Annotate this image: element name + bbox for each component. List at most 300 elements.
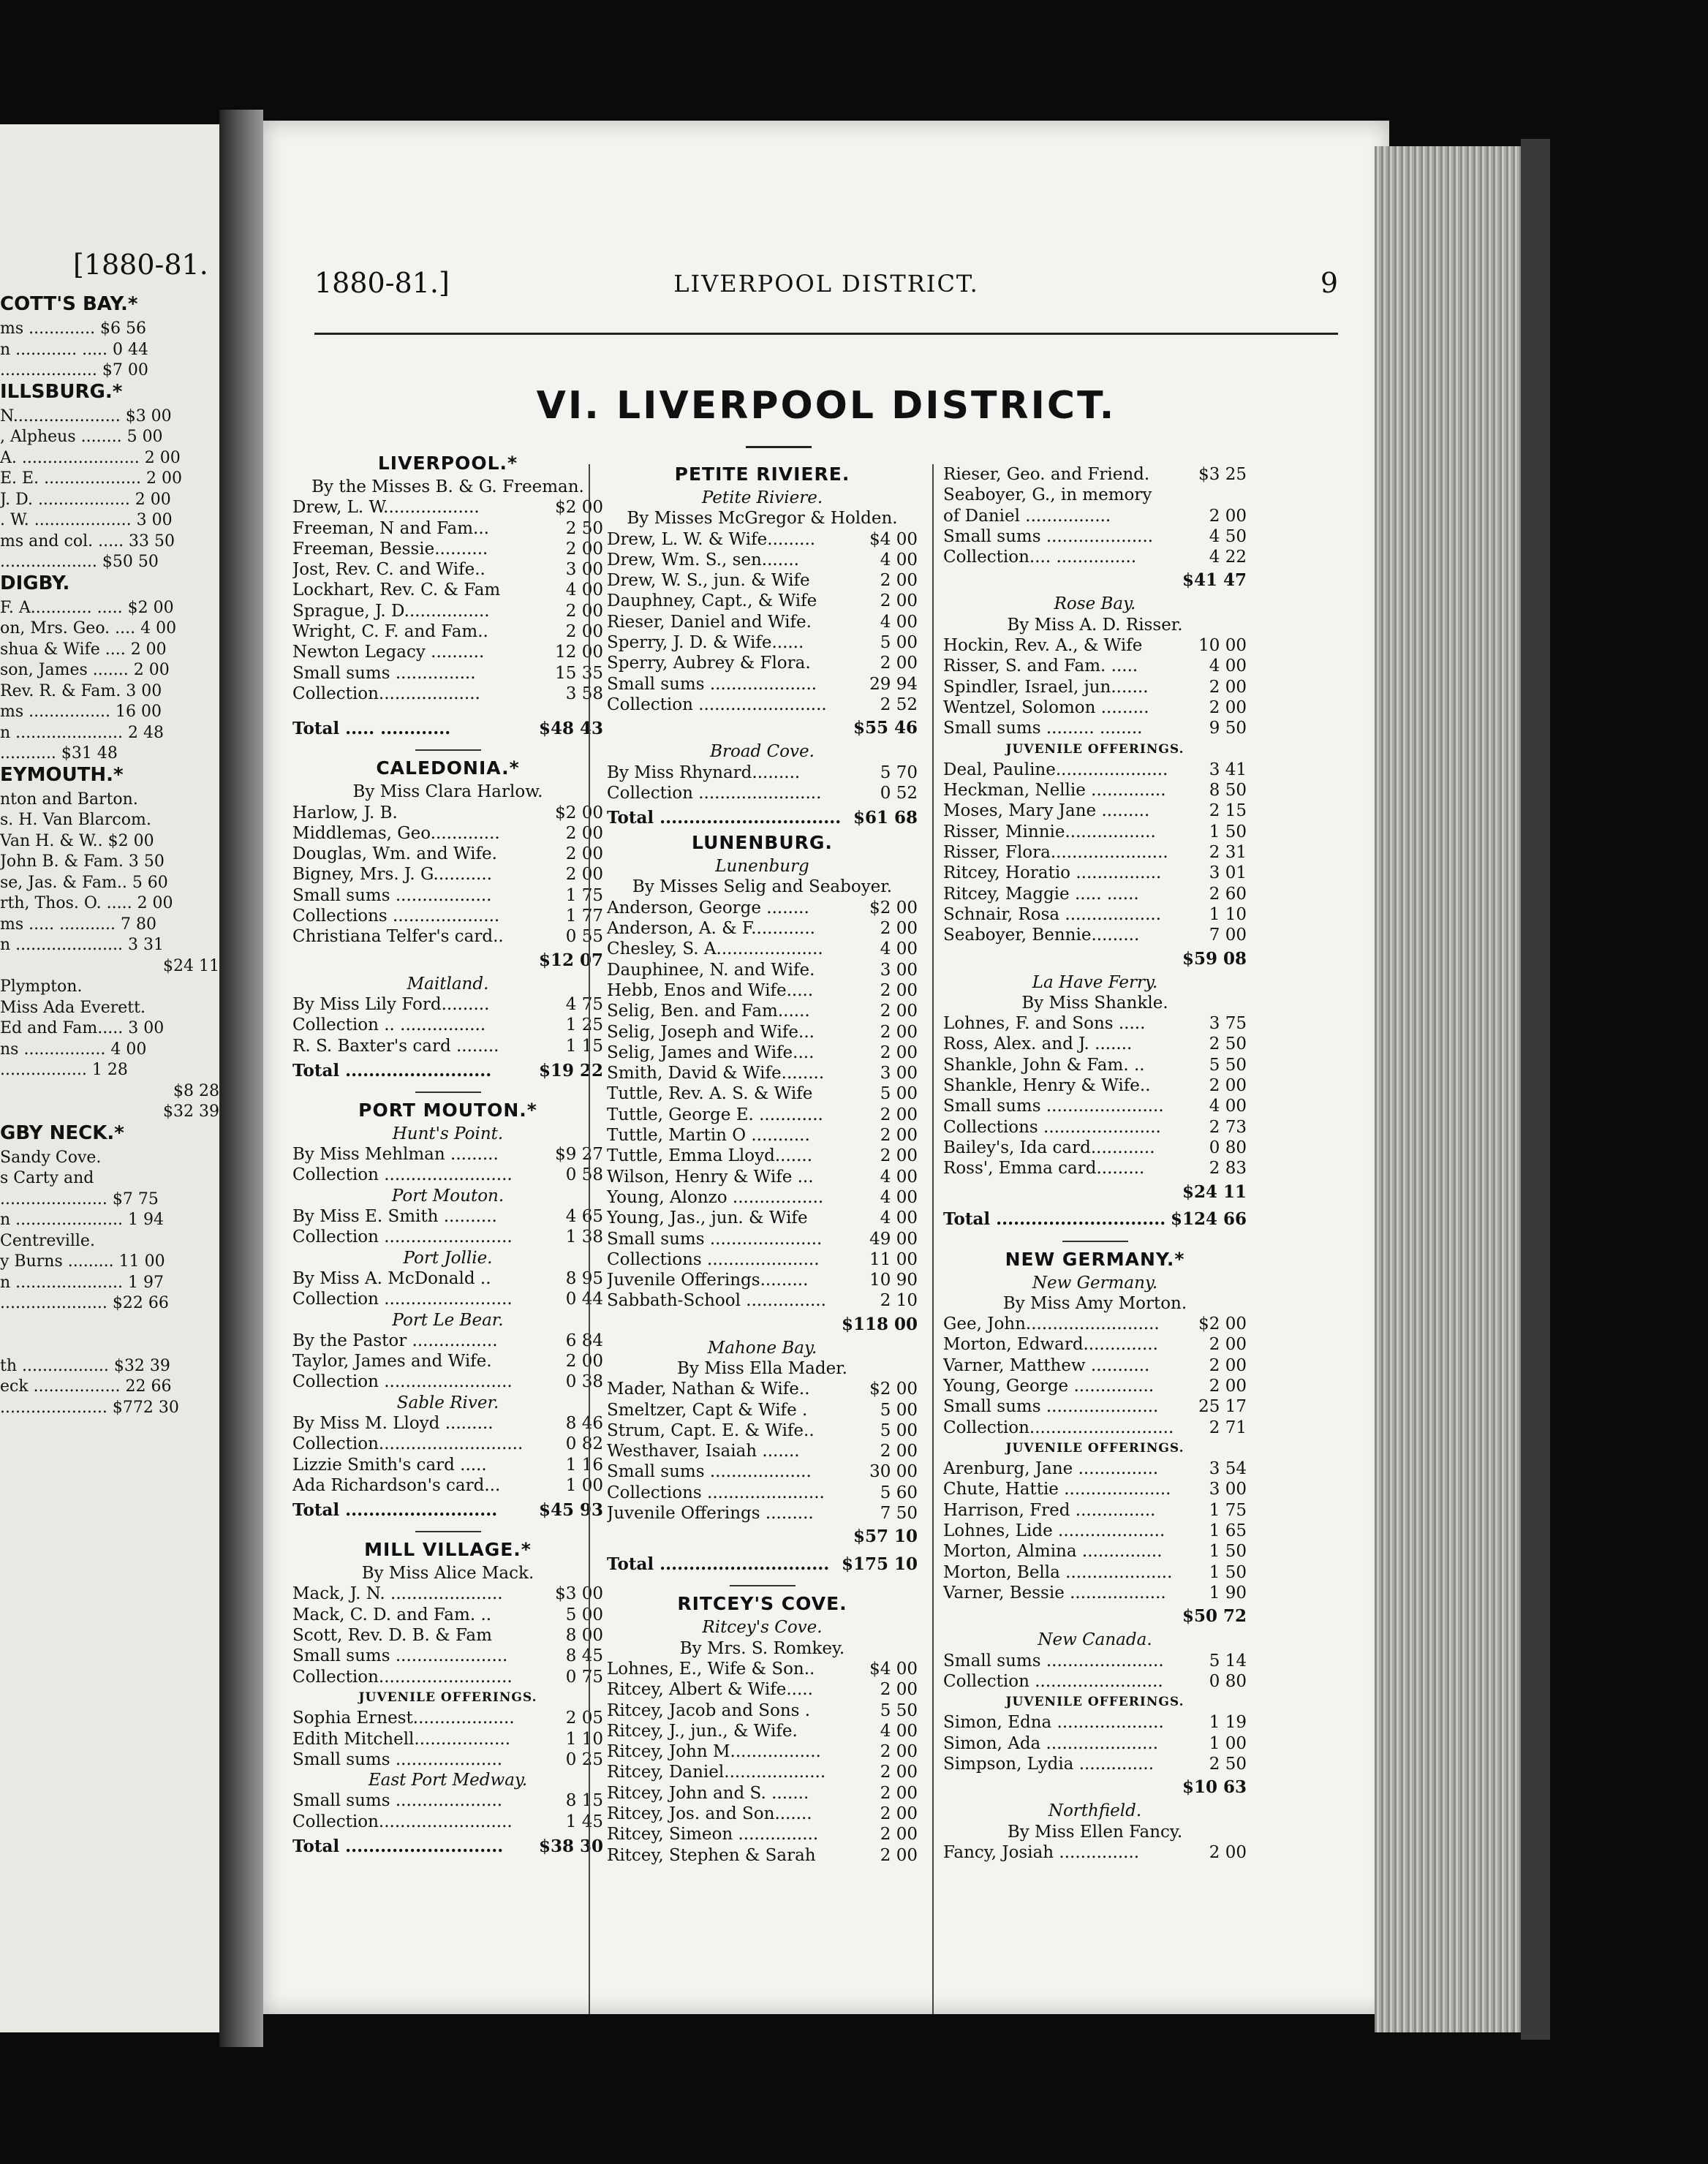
entry-amount: 1 50 [1209,1562,1247,1582]
section-rule [415,1092,481,1093]
entry-name: Risser, Minnie................. [943,822,1156,841]
entry-name: Small sums ..................... [943,1397,1159,1417]
entry-row [607,1063,918,1083]
left-section-heading: GBY NECK.* [0,1121,124,1144]
running-header [314,267,1338,311]
left-line [0,1335,219,1356]
entry-amount: 1 15 [565,1036,603,1056]
entry-row [292,1434,603,1454]
entry-row [607,695,918,715]
total-label: Total ............................... [607,808,842,828]
entry-name: Spindler, Israel, jun....... [943,677,1149,697]
entry-name: Sperry, J. D. & Wife...... [607,633,804,653]
total-row [292,714,603,744]
total-label: Total ......................... [292,1060,492,1081]
entry-name: Fancy, Josiah ............... [943,1842,1140,1862]
entry-name: Collection........................... [292,1434,524,1454]
entry-name: Mader, Nathan & Wife.. [607,1380,810,1399]
entry-name: Sperry, Aubrey & Flora. [607,654,811,673]
entry-name: Ritcey, John M................. [607,1742,821,1762]
entry-row [607,1379,918,1399]
entry-row [943,1671,1247,1692]
entry-name: Harrison, Fred ............... [943,1500,1156,1520]
place-subheading: Petite Riviere. [701,488,823,507]
entry-amount: 2 52 [880,695,918,714]
subtotal: $118 00 [841,1314,918,1334]
entry-amount: 2 00 [880,1442,918,1461]
entry-row [292,1790,603,1811]
collector-line: By Misses Selig and Seaboyer. [632,877,893,897]
subtotal: $24 11 [1182,1181,1247,1202]
entry-amount: 2 00 [880,980,918,1000]
entry-name: Douglas, Wm. and Wife. [292,844,497,864]
entry-row [943,1754,1247,1774]
total-row [943,1206,1247,1235]
entry-name: Sabbath-School ............... [607,1291,826,1311]
entry-amount: 4 00 [880,939,918,959]
entry-name: Wentzel, Solomon ......... [943,697,1149,717]
entry-row [292,1455,603,1475]
subtotal: $57 10 [853,1526,918,1547]
entry-row [292,994,603,1015]
entry-amount: 2 00 [565,865,603,885]
entry-row [292,1812,603,1832]
left-line: eck ................. 22 66 [0,1377,172,1396]
entry-name: Mack, J. N. ..................... [292,1584,503,1604]
entry-name: Collections .................... [292,907,500,926]
subtotal: $10 63 [1182,1777,1247,1798]
entry-amount: $4 00 [869,529,918,549]
entry-amount: 8 50 [1209,781,1247,801]
entry-name: Seaboyer, G., in memory [943,485,1152,505]
entry-amount: 1 16 [565,1455,603,1475]
entry-row [943,925,1247,945]
entry-amount: 4 00 [880,550,918,570]
entry-amount: 3 54 [1209,1459,1247,1479]
entry-row [607,1270,918,1290]
entry-amount: 1 38 [565,1227,603,1247]
entry-amount: 3 00 [880,960,918,980]
total-label: Total ............................. [943,1209,1166,1230]
entry-amount: 2 71 [1209,1418,1247,1437]
entry-row [292,1708,603,1728]
entry-amount: 1 25 [565,1015,603,1035]
left-line [0,1314,219,1336]
entry-amount: 5 60 [880,1483,918,1502]
entry-amount: 5 00 [565,1605,603,1624]
entry-amount: 7 50 [880,1504,918,1524]
entry-amount: $4 00 [869,1659,918,1679]
entry-name: By Miss M. Lloyd ......... [292,1413,494,1433]
entry-row [292,1351,603,1372]
entry-amount: $2 00 [1198,1314,1247,1334]
entry-amount: 3 58 [565,684,603,703]
entry-name: Young, Jas., jun. & Wife [607,1208,808,1228]
entry-amount: $2 00 [555,498,603,518]
entry-row [292,1015,603,1035]
entry-row [607,1167,918,1187]
entry-amount: 2 00 [880,1763,918,1782]
entry-row [607,898,918,918]
entry-row [607,1679,918,1700]
entry-row [292,1372,603,1392]
entry-name: Simpson, Lydia .............. [943,1755,1155,1774]
entry-row [292,580,603,600]
entry-row [943,1521,1247,1541]
section-rule [1062,1241,1128,1242]
entry-name: Chute, Hattie .................... [943,1480,1171,1499]
collector-line: By Miss A. D. Risser. [1007,615,1183,635]
entry-name: Shankle, Henry & Wife.. [943,1076,1151,1096]
entry-name: Mack, C. D. and Fam. .. [292,1605,492,1624]
entry-name: Jost, Rev. C. and Wife.. [292,560,485,580]
entry-name: Scott, Rev. D. B. & Fam [292,1626,492,1646]
juvenile-heading: JUVENILE OFFERINGS. [1005,741,1184,757]
entry-amount: 2 00 [880,1022,918,1042]
entry-amount: 2 00 [880,1783,918,1803]
entry-amount [1184,485,1247,505]
entry-amount: 4 00 [1209,657,1247,676]
entry-amount: 0 25 [565,1749,603,1769]
entry-amount: 4 00 [880,1167,918,1187]
entry-name: Rieser, Geo. and Friend. [943,465,1150,484]
left-line: Van H. & W.. $2 00 [0,831,154,850]
entry-row [292,844,603,864]
entry-name: Small sums ............... [292,663,476,683]
entry-row [292,1165,603,1185]
entry-name: Collections ...................... [943,1117,1161,1137]
page-number: 9 [1320,267,1338,299]
entry-amount: 1 10 [565,1729,603,1749]
entry-row [607,1659,918,1679]
left-page-fragment [0,124,222,2032]
entry-amount: $3 00 [555,1584,603,1604]
entry-amount: 3 00 [880,1064,918,1083]
subtotal: $12 07 [538,950,603,970]
entry-row [292,926,603,947]
entry-name: Freeman, Bessie.......... [292,539,488,559]
entry-row [607,1824,918,1845]
entry-amount: 5 50 [1209,1055,1247,1075]
left-line: ms and col. ..... 33 50 [0,531,175,551]
collector-line: By the Misses B. & G. Freeman. [311,477,584,496]
juvenile-heading: JUVENILE OFFERINGS. [358,1690,537,1705]
entry-name: Ritcey, Maggie ..... ...... [943,884,1139,904]
column-divider [932,464,934,2014]
entry-row [943,506,1247,526]
entry-amount: 2 00 [1209,1355,1247,1375]
entry-name: Collection ........................ [292,1165,513,1185]
place-subheading: Rose Bay. [1054,594,1136,614]
entry-amount: 2 00 [880,1742,918,1762]
entry-name: By Miss A. McDonald .. [292,1268,491,1288]
entry-row [943,884,1247,904]
entry-amount: 5 50 [880,1700,918,1720]
entry-row [292,1625,603,1646]
entry-row [607,1741,918,1762]
entry-amount: 2 00 [565,844,603,864]
entry-name: Small sums .................. [292,885,492,905]
entry-name: Collection ........................ [292,1227,513,1247]
entry-row [607,1783,918,1804]
entry-name: Young, George ............... [943,1376,1155,1396]
entry-row [607,1249,918,1270]
entry-name: Drew, L. W.................. [292,498,480,518]
left-line: ns ................ 4 00 [0,1040,147,1059]
left-page-text [0,294,219,1418]
entry-name: Drew, L. W. & Wife......... [607,529,816,549]
entry-name: Ross, Alex. and J. ....... [943,1034,1133,1054]
entry-amount: 5 00 [880,1420,918,1440]
entry-name: Harlow, J. B. [292,803,398,822]
entry-name: Small sums ......... ........ [943,719,1143,738]
entry-amount: 4 00 [880,1208,918,1228]
entry-amount: $2 00 [555,803,603,822]
entry-amount: $2 00 [869,1380,918,1399]
entry-amount: 0 58 [565,1165,603,1185]
entry-row [607,1229,918,1249]
entry-row [943,677,1247,697]
entry-row [607,960,918,980]
place-subheading: Broad Cove. [710,742,815,762]
entry-name: Tuttle, Martin O ........... [607,1126,810,1146]
entry-amount: 2 50 [1209,1755,1247,1774]
entry-name: Selig, James and Wife.... [607,1043,815,1062]
entry-amount: 2 60 [1209,884,1247,904]
entry-row [292,1331,603,1351]
juvenile-heading: JUVENILE OFFERINGS. [1005,1440,1184,1456]
left-line: ms ..... ........... 7 80 [0,915,157,934]
section-heading: MILL VILLAGE.* [364,1539,532,1561]
header-year: 1880-81.] [314,267,450,299]
entry-amount: 0 80 [1209,1671,1247,1691]
entry-row [607,529,918,550]
left-line: ..................... $772 30 [0,1398,179,1417]
entry-name: Simon, Ada ..................... [943,1733,1159,1753]
entry-amount: 2 00 [880,1825,918,1845]
collector-line: By Misses McGregor & Holden. [627,509,898,529]
left-line: ................... $50 50 [0,553,159,571]
column-2 [607,464,918,1866]
entry-row [607,632,918,653]
left-line: E. E. ................... 2 00 [0,469,182,488]
title-rule [746,446,812,448]
total-row [607,1550,918,1579]
place-subheading: Mahone Bay. [707,1338,817,1358]
entry-amount: 11 00 [869,1249,918,1269]
entry-amount: 4 00 [565,580,603,600]
entry-amount: 8 95 [565,1268,603,1288]
entry-name: Edith Mitchell.................. [292,1729,511,1749]
entry-row [943,760,1247,780]
entry-name: Hockin, Rev. A., & Wife [943,636,1143,656]
entry-row [943,697,1247,718]
left-line: y Burns ......... 11 00 [0,1252,165,1271]
entry-amount: 2 10 [880,1291,918,1311]
section-heading: PETITE RIVIERE. [674,464,850,485]
left-line: $8 28 [173,1081,219,1100]
entry-row [292,518,603,539]
entry-name: Small sums .................... [943,526,1154,546]
entry-row [943,1396,1247,1417]
place-subheading: Ritcey's Cove. [702,1618,823,1638]
entry-row [292,559,603,580]
entry-name: Small sums .................... [607,674,817,694]
entry-name: Dauphney, Capt., & Wife [607,591,817,611]
entry-row [607,783,918,803]
left-line: n ............ ..... 0 44 [0,340,149,359]
entry-amount: 2 00 [565,622,603,642]
entry-amount: 8 15 [565,1791,603,1811]
place-subheading: New Germany. [1032,1273,1158,1293]
entry-name: Wilson, Henry & Wife ... [607,1167,814,1187]
entry-name: Small sums .................... [292,1749,503,1769]
entry-name: Ritcey, Albert & Wife..... [607,1680,813,1700]
entry-name: Small sums ..................... [607,1229,823,1249]
section-rule [415,749,481,751]
entry-amount: 10 90 [869,1271,918,1290]
entry-name: Collection .. ................ [292,1015,486,1035]
entry-name: Schnair, Rosa .................. [943,904,1162,924]
entry-amount: 0 80 [1209,1138,1247,1157]
section-heading: CALEDONIA.* [376,757,520,779]
entry-row [292,1605,603,1625]
total-amount: $175 10 [841,1554,918,1575]
entry-name: Collection......................... [292,1667,513,1687]
collector-line: By Mrs. S. Romkey. [679,1638,845,1658]
place-subheading: Port Mouton. [391,1186,505,1206]
entry-amount: 9 50 [1209,719,1247,738]
entry-name: Lohnes, Lide .................... [943,1521,1165,1541]
entry-name: Small sums .................... [292,1791,503,1811]
entry-name: R. S. Baxter's card ........ [292,1036,499,1056]
entry-name: Juvenile Offerings ......... [607,1504,814,1524]
entry-row [292,1206,603,1227]
entry-row [943,1013,1247,1034]
left-line: Sandy Cove. [0,1148,102,1167]
entry-name: Collection ........................ [607,695,827,714]
left-line: n ..................... 2 48 [0,723,164,742]
entry-row [292,906,603,926]
total-amount: $61 68 [853,808,918,828]
total-row [607,803,918,833]
entry-name: Freeman, N and Fam... [292,518,489,538]
entry-name: Collection.... ............... [943,548,1137,567]
entry-name: Ritcey, Horatio ................ [943,863,1162,883]
entry-row [943,1158,1247,1179]
entry-name: Collections ...................... [607,1483,825,1502]
section-heading: RITCEY'S COVE. [677,1593,847,1615]
entry-row [943,1562,1247,1583]
entry-row [943,1712,1247,1733]
entry-amount: 12 00 [555,643,603,662]
entry-name: Ritcey, Stephen & Sarah [607,1845,816,1865]
entry-row [607,763,918,783]
entry-row [292,1289,603,1309]
entry-amount: 2 73 [1209,1117,1247,1137]
entry-amount: 0 75 [565,1667,603,1687]
entry-name: Small sums ...................... [943,1651,1164,1671]
entry-row [292,823,603,844]
entry-name: Smeltzer, Capt & Wife . [607,1400,808,1420]
entry-row [943,780,1247,801]
entry-row [943,863,1247,883]
left-line: son, James ....... 2 00 [0,661,170,679]
entry-name: Small sums ..................... [292,1646,508,1666]
header-title: LIVERPOOL DISTRICT. [673,270,979,298]
left-line: s Carty and [0,1169,94,1187]
entry-name: Tuttle, Rev. A. S. & Wife [607,1084,813,1104]
entry-row [292,885,603,906]
entry-row [292,684,603,704]
entry-name: Small sums ................... [607,1462,812,1482]
entry-name: Drew, Wm. S., sen....... [607,550,799,570]
entry-amount: $2 00 [869,898,918,918]
entry-row [607,612,918,632]
entry-row [943,1500,1247,1521]
entry-row [943,822,1247,842]
entry-name: Collections ..................... [607,1249,820,1269]
collector-line: By Miss Amy Morton. [1002,1293,1187,1313]
collector-line: By Miss Ella Mader. [677,1358,847,1378]
entry-name: Ritcey, Daniel................... [607,1763,826,1782]
entry-row [292,663,603,684]
entry-name: Newton Legacy .......... [292,643,485,662]
entry-amount: 1 00 [1209,1733,1247,1753]
left-line: on, Mrs. Geo. .... 4 00 [0,619,177,638]
entry-name: Collection ........................ [292,1372,513,1392]
entry-row [607,1503,918,1524]
entry-name: Wright, C. F. and Fam.. [292,622,488,642]
left-line: N..................... $3 00 [0,406,172,425]
entry-amount: 5 00 [880,633,918,653]
entry-amount: 1 19 [1209,1713,1247,1733]
place-subheading: East Port Medway. [368,1771,528,1790]
entry-row [607,1001,918,1021]
entry-amount: 4 00 [880,612,918,632]
left-line: . W. ................... 3 00 [0,511,173,529]
place-subheading: Sable River. [396,1393,499,1412]
entry-amount: 2 83 [1209,1159,1247,1179]
entry-row [607,1461,918,1482]
entry-row [607,1022,918,1043]
entry-name: Heckman, Nellie .............. [943,781,1166,801]
entry-row [943,1583,1247,1603]
entry-row [292,1749,603,1770]
left-line: ..................... $7 75 [0,1189,159,1208]
subtotal: $59 08 [1182,948,1247,969]
left-line: s. H. Van Blarcom. [0,811,151,829]
entry-amount: 2 00 [880,1043,918,1062]
entry-row [607,1483,918,1503]
entry-row [943,1355,1247,1376]
entry-name: Selig, Ben. and Fam...... [607,1002,810,1021]
place-subheading: Maitland. [407,974,489,994]
entry-row [607,1762,918,1782]
place-subheading: Port Jollie. [403,1248,493,1268]
entry-amount: 2 00 [880,1680,918,1700]
entry-amount: 2 00 [1209,1335,1247,1355]
entry-name: Lockhart, Rev. C. & Fam [292,580,501,600]
entry-amount: 2 00 [1209,506,1247,526]
entry-row [943,1117,1247,1138]
entry-row [943,904,1247,925]
entry-amount: 1 77 [565,907,603,926]
entry-row [607,1400,918,1420]
entry-amount: 1 50 [1209,1542,1247,1562]
entry-name: Strum, Capt. E. & Wife.. [607,1420,815,1440]
entry-amount: 6 84 [565,1331,603,1350]
